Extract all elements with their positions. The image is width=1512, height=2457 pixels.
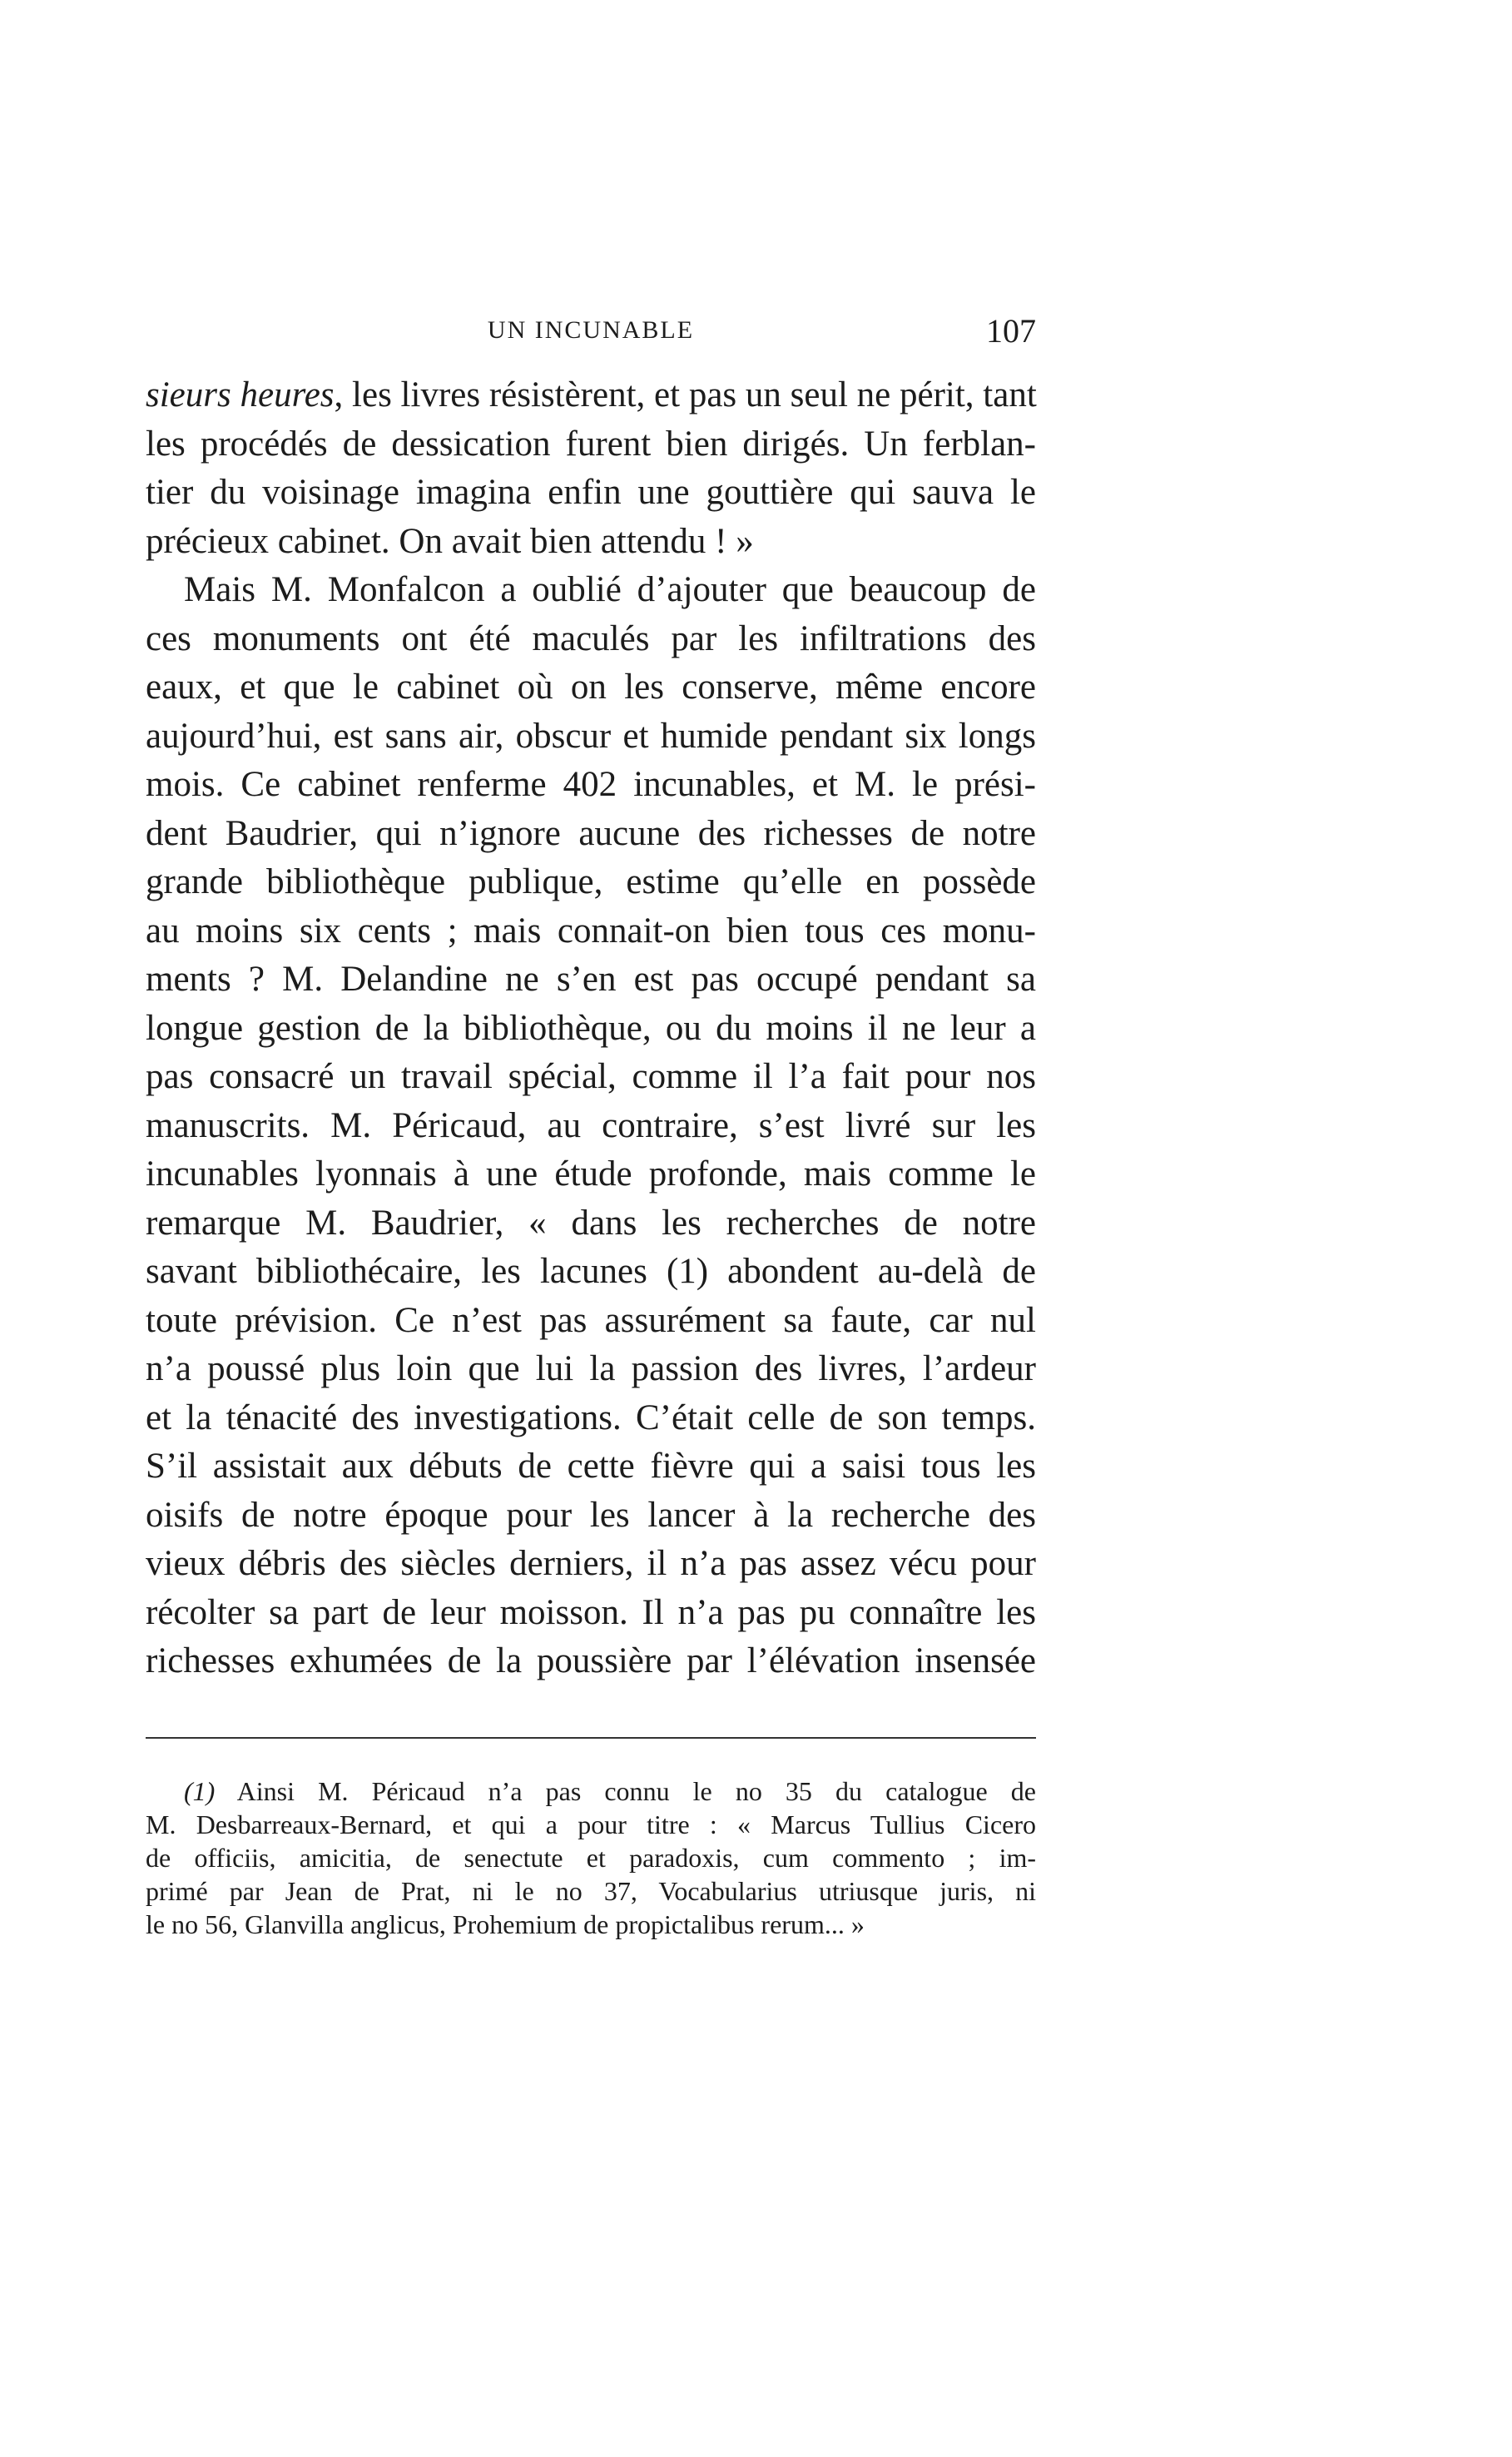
body-line: ces monuments ont été maculés par les infiltrations des	[146, 618, 1036, 658]
body-line: ments ? M. Delandine ne s’en est pas occupé pendant sa	[146, 960, 1036, 999]
footnote-divider	[146, 1737, 1036, 1739]
body-text	[146, 371, 1036, 1686]
body-line: et la ténacité des investigations. C’était celle de son temps.	[146, 1397, 1036, 1437]
footnote	[146, 1774, 1036, 1941]
body-line: tier du voisinage imagina enfin une gouttière qui sauva le	[146, 473, 1036, 512]
italic-phrase: sieurs heures	[146, 375, 335, 414]
body-line: manuscrits. M. Péricaud, au contraire, s’est livré sur les	[146, 1105, 1036, 1145]
body-line: savant bibliothécaire, les lacunes (1) abondent au-delà de	[146, 1252, 1036, 1291]
body-line: pas consacré un travail spécial, comme il l’a fait pour nos	[146, 1057, 1036, 1096]
body-line: eaux, et que le cabinet où on les conserve, même encore	[146, 668, 1036, 707]
body-line: S’il assistait aux débuts de cette fièvre qui a saisi tous les	[146, 1447, 1036, 1486]
body-line: vieux débris des siècles derniers, il n’a pas assez vécu pour	[146, 1544, 1036, 1583]
body-line: sieurs heures, les livres résistèrent, et pas un seul ne périt, tant	[146, 375, 1037, 414]
running-header	[146, 312, 1036, 358]
body-line: grande bibliothèque publique, estime qu’elle en possède	[146, 862, 1036, 901]
body-line: incunables lyonnais à une étude profonde, mais comme le	[146, 1154, 1036, 1194]
footnote-line: M. Desbarreaux-Bernard, et qui a pour titre : « Marcus Tullius Cicero	[146, 1809, 1036, 1839]
footnote-line: de officiis, amicitia, de senectute et paradoxis, cum commento ; im-	[146, 1843, 1036, 1873]
body-line: n’a poussé plus loin que lui la passion des livres, l’ardeur	[146, 1349, 1036, 1388]
body-line: aujourd’hui, est sans air, obscur et humide pendant six longs	[146, 716, 1036, 756]
body-line: richesses exhumées de la poussière par l’élévation insensée	[146, 1641, 1036, 1680]
body-line: les procédés de dessication furent bien dirigés. Un ferblan-	[146, 424, 1036, 464]
footnote-line: le no 56, Glanvilla anglicus, Prohemium de propictalibus rerum... »	[146, 1909, 865, 1939]
body-line: toute prévision. Ce n’est pas assurément sa faute, car nul	[146, 1300, 1036, 1340]
footnote-line: (1) Ainsi M. Péricaud n’a pas connu le no 35 du catalogue de	[184, 1776, 1036, 1806]
body-line: récolter sa part de leur moisson. Il n’a pas pu connaître les	[146, 1592, 1036, 1632]
footnote-line: primé par Jean de Prat, ni le no 37, Vocabularius utriusque juris, ni	[146, 1876, 1036, 1906]
body-line: au moins six cents ; mais connait-on bien tous ces monu-	[146, 911, 1036, 951]
body-line: mois. Ce cabinet renferme 402 incunables, et M. le prési-	[146, 765, 1036, 804]
page-number: 107	[986, 312, 1036, 350]
body-line: Mais M. Monfalcon a oublié d’ajouter que beaucoup de	[184, 570, 1036, 609]
body-line: remarque M. Baudrier, « dans les recherches de notre	[146, 1203, 1036, 1243]
running-title: UN INCUNABLE	[487, 316, 695, 344]
body-line: précieux cabinet. On avait bien attendu ! »	[146, 521, 754, 561]
body-line: dent Baudrier, qui n’ignore aucune des richesses de notre	[146, 813, 1036, 853]
body-line: oisifs de notre époque pour les lancer à la recherche des	[146, 1495, 1036, 1535]
body-line: longue gestion de la bibliothèque, ou du moins il ne leur a	[146, 1008, 1036, 1048]
footnote-marker: (1)	[184, 1776, 216, 1806]
